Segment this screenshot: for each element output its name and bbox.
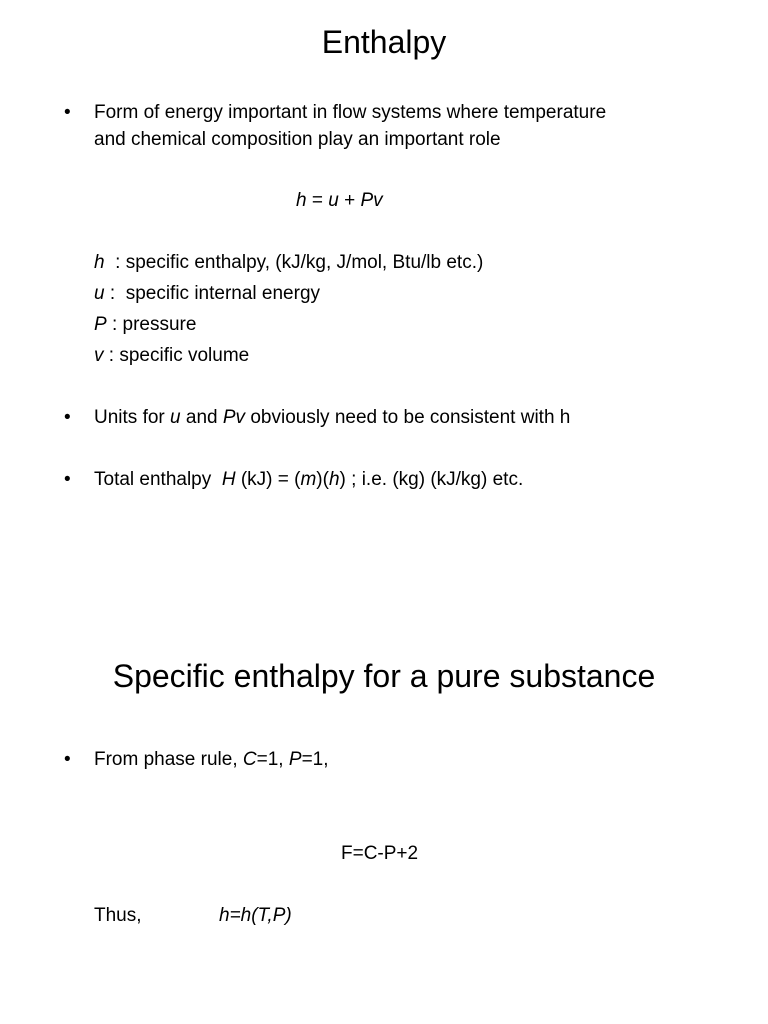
- bullet1-line1: Form of energy important in flow systems where temperature: [94, 102, 607, 123]
- eq-equals: =: [306, 190, 329, 211]
- eq-h: h: [296, 190, 307, 211]
- definition-h: [94, 252, 483, 274]
- definition-v: [94, 345, 249, 367]
- enthalpy-function: [219, 905, 292, 927]
- slide2-title: Specific enthalpy for a pure substance: [112, 658, 656, 694]
- bullet-marker: •: [64, 469, 71, 490]
- slide1-title: Enthalpy: [321, 24, 447, 60]
- definition-u: [94, 283, 320, 305]
- symbol-u: u: [170, 407, 181, 428]
- bullet1-line2: and chemical composition play an important role: [94, 129, 501, 150]
- definition-P: [94, 314, 196, 336]
- definition-text: : pressure: [106, 314, 197, 335]
- eq-u: u: [328, 190, 339, 211]
- bullet-marker: •: [64, 749, 71, 770]
- definition-text: : specific volume: [103, 345, 250, 366]
- text-run: (kJ) = (: [235, 469, 301, 490]
- bullet-marker: •: [64, 407, 71, 428]
- symbol-H: H: [221, 469, 236, 490]
- text-run: =1,: [256, 749, 289, 770]
- bullet2-units: [94, 407, 570, 429]
- text-run: ) ; i.e. (kg) (kJ/kg) etc.: [339, 469, 524, 490]
- symbol-C: C: [242, 749, 257, 770]
- text-run: and: [180, 407, 223, 428]
- bullet3-total-enthalpy: [94, 469, 523, 491]
- thus-label: Thus,: [94, 905, 142, 926]
- text-run: =1,: [301, 749, 329, 770]
- bullet-phase-rule: [94, 749, 329, 771]
- definition-symbol: u: [94, 283, 105, 304]
- text-run: obviously need to be consistent with h: [245, 407, 571, 428]
- text-run: Total enthalpy: [94, 469, 222, 490]
- symbol-h: h: [328, 469, 340, 490]
- text-run: From phase rule,: [94, 749, 243, 770]
- definition-symbol: P: [94, 314, 107, 335]
- symbol-Pv: Pv: [222, 407, 246, 428]
- phase-rule-formula: F=C-P+2: [341, 843, 419, 864]
- symbol-P: P: [288, 749, 302, 770]
- text-run: )(: [316, 469, 329, 490]
- bullet-marker: •: [64, 102, 71, 123]
- function-expression: h=h(T,P): [219, 905, 292, 926]
- symbol-m: m: [300, 469, 317, 490]
- definition-symbol: v: [94, 345, 104, 366]
- definition-symbol: h: [94, 252, 105, 273]
- definition-text: : specific internal energy: [104, 283, 321, 304]
- eq-plus: +: [338, 190, 361, 211]
- definition-text: : specific enthalpy, (kJ/kg, J/mol, Btu/lb etc.): [104, 252, 484, 273]
- eq-Pv: Pv: [360, 190, 383, 211]
- text-run: Units for: [94, 407, 171, 428]
- enthalpy-equation: [296, 190, 383, 212]
